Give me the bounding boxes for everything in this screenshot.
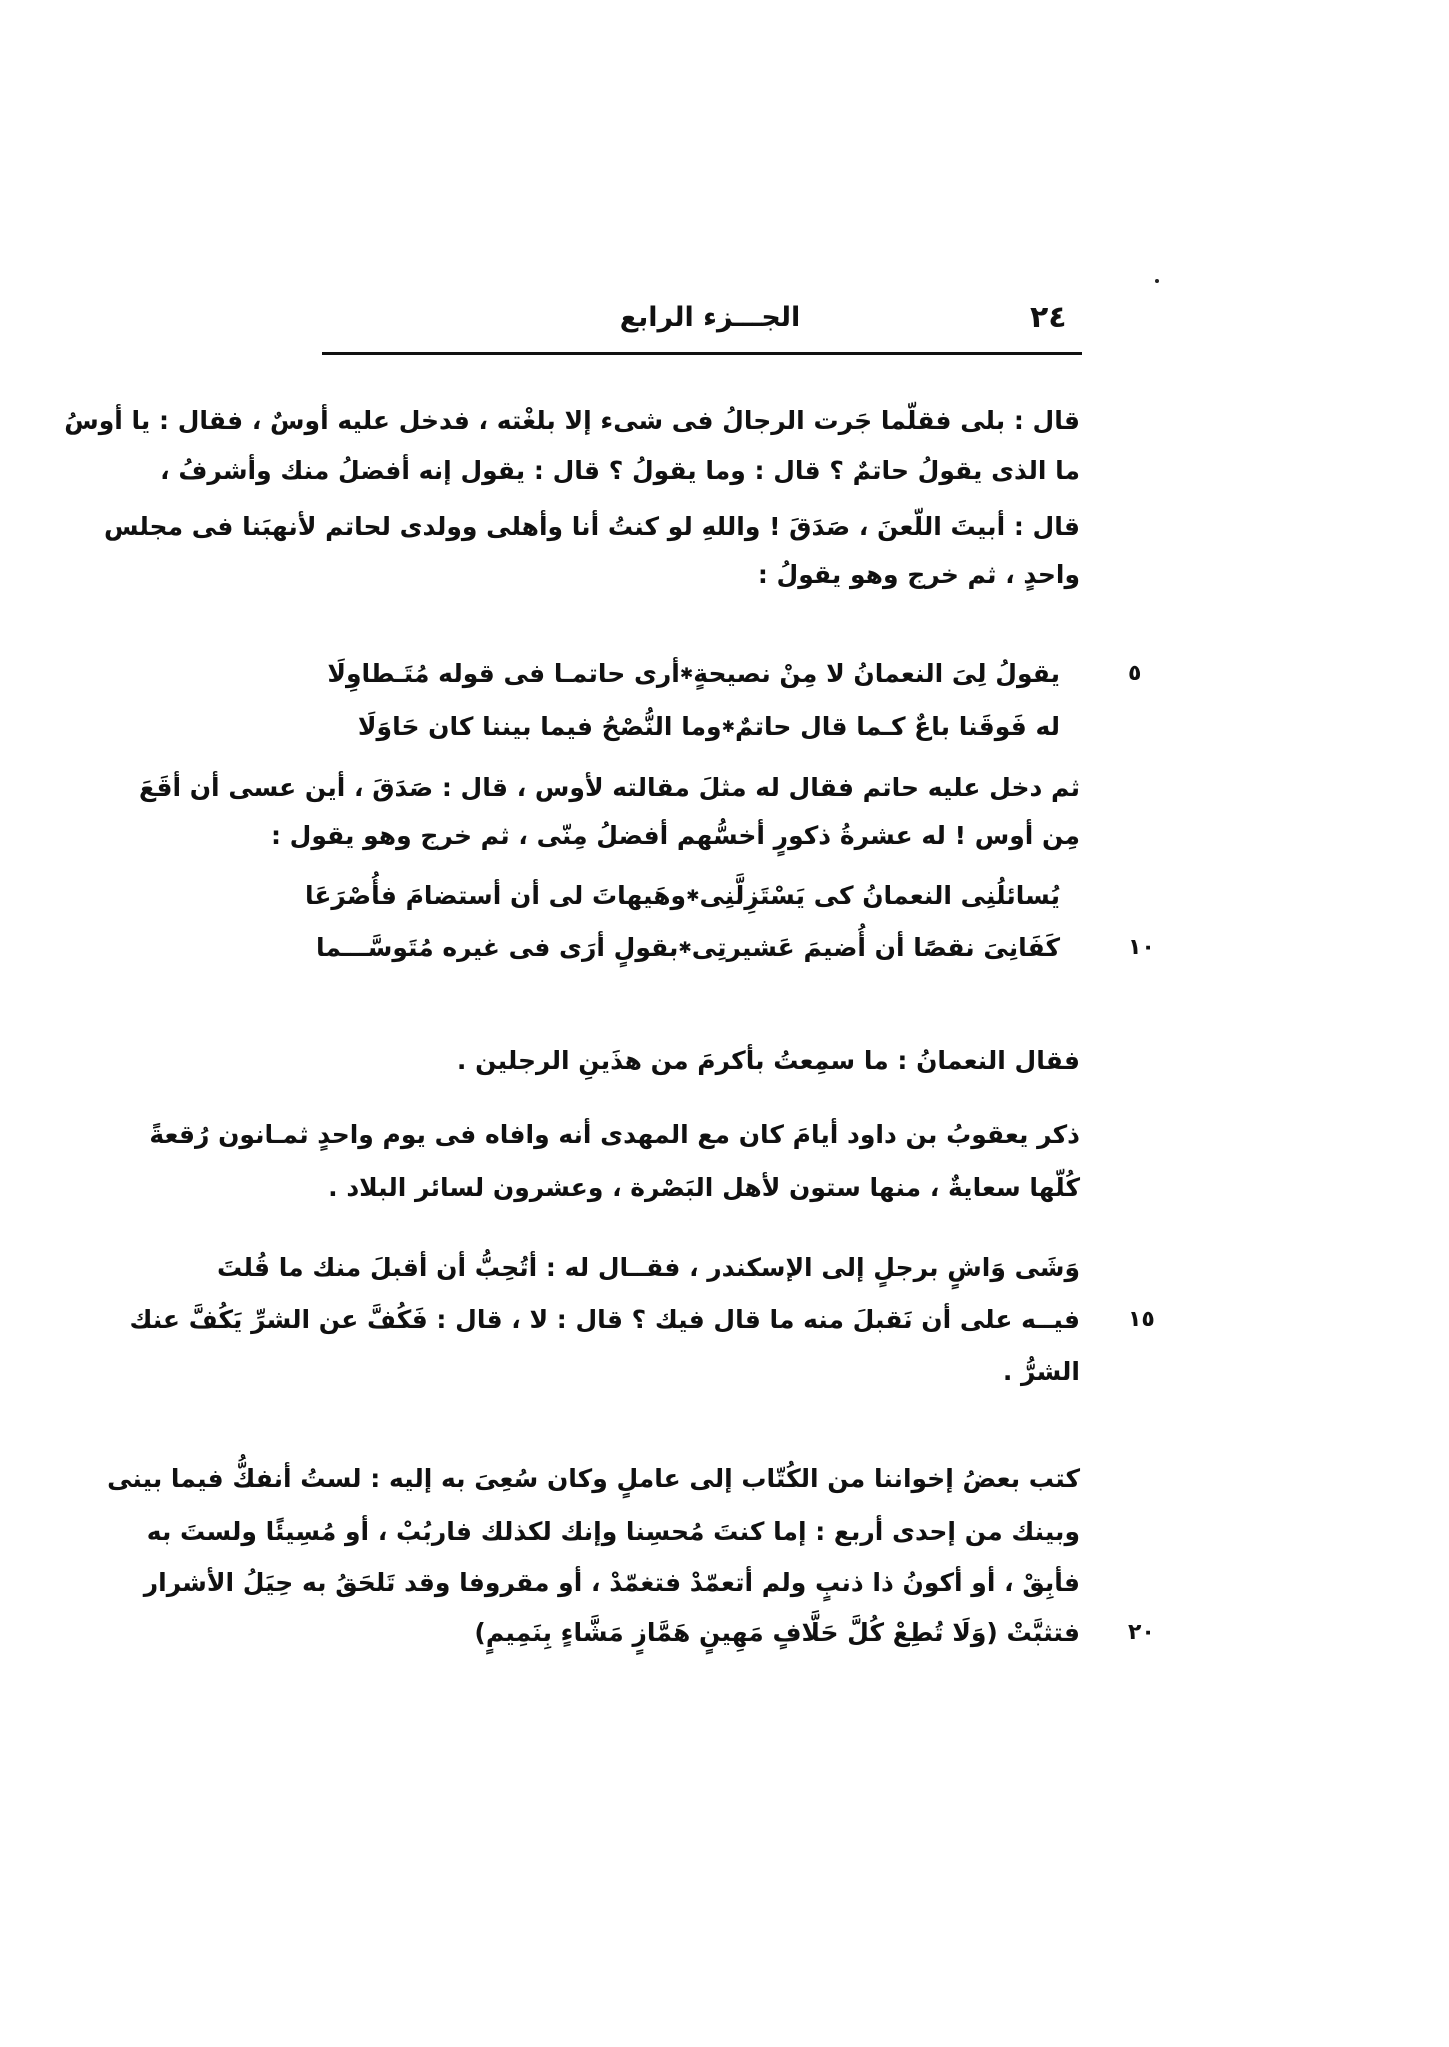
prose-line: فأبِقْ ، أو أكونُ ذا ذنبٍ ولم أتعمّدْ فتغمّدْ ، أو مقروفا وقد تَلحَقُ به حِيَلُ الأشرار	[143, 1568, 1080, 1597]
prose-line: قال : أبيتَ اللّعنَ ، صَدَقَ ! واللهِ لو كنتُ أنا وأهلى وولدى لحاتم لأنهبَنا فى مجلس	[104, 512, 1080, 541]
verse-line	[304, 879, 1060, 913]
prose-line: الشرُّ .	[1002, 1357, 1080, 1386]
page-number: ٢٤	[1030, 300, 1067, 335]
verse-line	[315, 931, 1060, 965]
verse-line	[357, 710, 1060, 744]
line-number: ٢٠	[1128, 1620, 1155, 1645]
prose-line: وَشَى وَاشٍ برجلٍ إلى الإسكندر ، فقــال له : أتُحِبُّ أن أقبلَ منك ما قُلتَ	[217, 1253, 1080, 1282]
line-number: ١٠	[1128, 935, 1155, 960]
prose-line: فيــه على أن نَقبلَ منه ما قال فيك ؟ قال : لا ، قال : فَكُفَّ عن الشرِّ يَكُفَّ عنك	[129, 1305, 1080, 1334]
verse-line	[327, 657, 1060, 691]
verse-second-hemistich: وهَيهاتَ لى أن أستضامَ فأُصْرَعَا	[304, 881, 687, 910]
prose-line: ما الذى يقولُ حاتمٌ ؟ قال : وما يقولُ ؟ قال : يقول إنه أفضلُ منك وأشرفُ ،	[160, 456, 1080, 485]
verse-first-hemistich: كَفَانِىَ نقصًا أن أُضيمَ عَشيرتِى	[691, 933, 1060, 962]
prose-line: كتب بعضُ إخواننا من الكُتّاب إلى عاملٍ وكان سُعِىَ به إليه : لستُ أنفكُّ فيما بينى	[107, 1464, 1080, 1493]
prose-line: مِن أوس ! له عشرةُ ذكورٍ أخسُّهم أفضلُ مِنّى ، ثم خرج وهو يقول :	[270, 821, 1080, 850]
prose-line: فقال النعمانُ : ما سمِعتُ بأكرمَ من هذَينِ الرجلين .	[456, 1046, 1080, 1075]
verse-separator-asterisk: ✱	[678, 938, 692, 957]
verse-first-hemistich: له فَوقَنا باعٌ كـما قال حاتمٌ	[735, 712, 1060, 741]
prose-line: ثم دخل عليه حاتم فقال له مثلَ مقالته لأوس ، قال : صَدَقَ ، أين عسى أن أقَعَ	[139, 773, 1080, 802]
verse-second-hemistich: أرى حاتمـا فى قوله مُتَـطاوِلَا	[327, 659, 680, 688]
verse-separator-asterisk: ✱	[686, 886, 700, 905]
prose-line: قال : بلى فقلّما جَرت الرجالُ فى شىء إلا بلغْته ، فدخل عليه أوسٌ ، فقال : يا أوسُ	[64, 406, 1080, 435]
prose-line: فتثبَّتْ (وَلَا تُطِعْ كُلَّ حَلَّافٍ مَهِينٍ هَمَّازٍ مَشَّاءٍ بِنَمِيمٍ)	[474, 1618, 1080, 1647]
verse-second-hemistich: وما النُّصْحُ فيما بيننا كان حَاوَلَا	[357, 712, 722, 741]
verse-separator-asterisk: ✱	[679, 664, 694, 683]
prose-line: واحدٍ ، ثم خرج وهو يقولُ :	[757, 560, 1080, 589]
prose-line: كُلّها سعايةٌ ، منها ستون لأهل البَصْرة ، وعشرون لسائر البلاد .	[328, 1173, 1080, 1202]
line-number: ٥	[1128, 661, 1142, 686]
verse-first-hemistich: يُسائلُنِى النعمانُ كى يَسْتَزِلَّنِى	[699, 881, 1060, 910]
line-number: ١٥	[1128, 1307, 1155, 1332]
verse-separator-asterisk: ✱	[721, 717, 735, 736]
scan-speck	[1155, 279, 1159, 283]
prose-line: وبينك من إحدى أربع : إما كنتَ مُحسِنا وإنك لكذلك فاربُبْ ، أو مُسِيئًا ولستَ به	[146, 1517, 1080, 1546]
prose-line: ذكر يعقوبُ بن داود أيامَ كان مع المهدى أنه وافاه فى يوم واحدٍ ثمـانون رُقعةً	[149, 1120, 1080, 1149]
header-rule	[322, 352, 1082, 355]
running-title: الجـــزء الرابع	[619, 302, 801, 333]
verse-second-hemistich: بقولٍ أرَى فى غيره مُتَوسَّـــما	[315, 933, 679, 962]
verse-first-hemistich: يقولُ لِىَ النعمانُ لا مِنْ نصيحةٍ	[693, 659, 1060, 688]
